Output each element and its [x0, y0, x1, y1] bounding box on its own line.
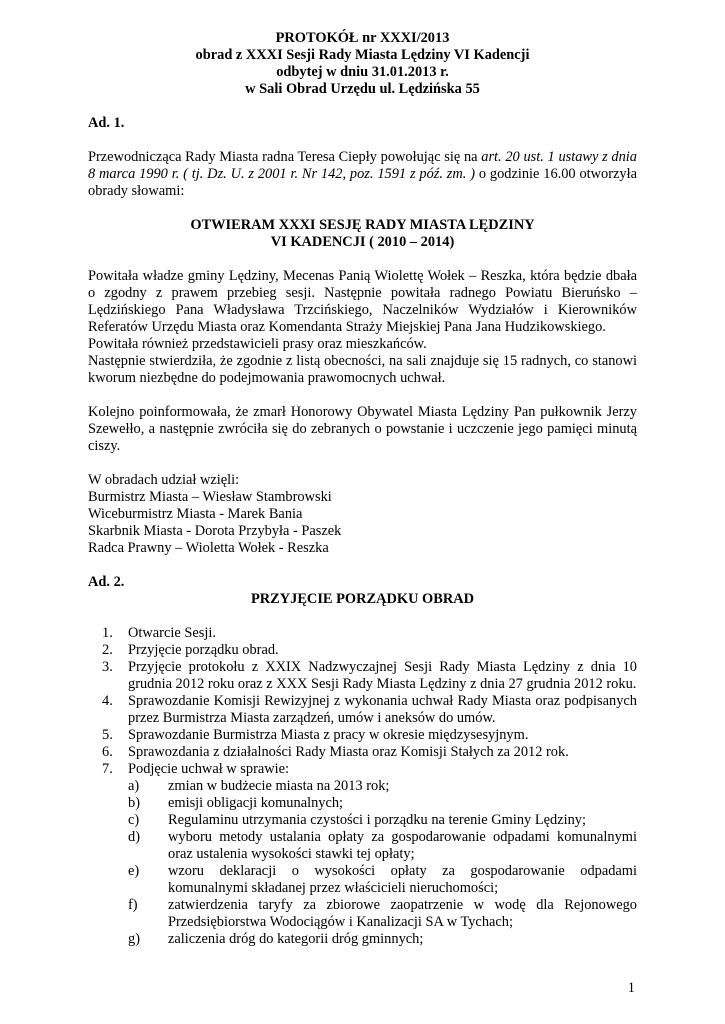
participant: Burmistrz Miasta – Wiesław Stambrowski — [88, 489, 332, 505]
protocol-header — [88, 30, 637, 98]
protocol-date: odbytej w dniu 31.01.2013 r. — [276, 64, 449, 80]
ad1-intro-end: o godzinie 16.00 otworzyła obrady słowami: — [88, 166, 637, 199]
ad1-intro-start: Przewodnicząca Rady Miasta radna Teresa Ciepły powołując się na — [88, 149, 482, 165]
ad1-intro — [88, 149, 637, 200]
opening-line-1: OTWIERAM XXXI SESJĘ RADY MIASTA LĘDZINY — [190, 217, 535, 233]
agenda-list — [88, 625, 637, 948]
participant: Skarbnik Miasta - Dorota Przybyła - Paszek — [88, 523, 342, 539]
participants-heading: W obradach udział wzięli: — [88, 472, 240, 488]
ad1-quorum: Następnie stwierdziła, że zgodnie z listą obecności, na sali znajduje się 15 radnych, co stanowi kworum niezbędne do podejmowania prawomocnych uchwał. — [88, 353, 637, 386]
resolution-item: b) emisji obligacji komunalnych; — [128, 795, 344, 811]
ad1-greeting: Powitała władze gminy Lędziny, Mecenas Panią Wiolettę Wołek – Reszka, która będzie dbała o zgodny z prawem przebieg sesji. Następnie powitała radnego Powiatu Bieruńsko – Lędzińskiego Pana Władysława Trzcińskiego, Naczelników Wydziałów i Kierowników Referatów Urzędu Miasta oraz Komendanta Straży Miejskiej Pana Jana Hudzikowskiego. — [88, 268, 637, 335]
ad1-legal-basis: art. 20 ust. 1 ustawy z dnia 8 marca 1990 r. ( tj. Dz. U. z 2001 r. Nr 142, poz. 1591 z póź. zm. ) — [88, 149, 637, 182]
agenda-item: 2. Przyjęcie porządku obrad. — [102, 642, 279, 658]
agenda-item: 4. Sprawozdanie Komisji Rewizyjnej z wykonania uchwał Rady Miasta oraz podpisanych przez Burmistrza Miasta zarządzeń, umów i aneksów do umów. — [102, 693, 637, 726]
agenda-item: 5. Sprawozdanie Burmistrza Miasta z pracy w okresie międzysesyjnym. — [102, 727, 529, 743]
opening-line-2: VI KADENCJI ( 2010 – 2014) — [270, 234, 455, 250]
protocol-subtitle: obrad z XXXI Sesji Rady Miasta Lędziny VI Kadencji — [195, 47, 530, 63]
protocol-location: w Sali Obrad Urzędu ul. Lędzińska 55 — [245, 81, 480, 97]
resolution-item: e) wzoru deklaracji o wysokości opłaty za gospodarowanie odpadami komunalnymi składanej przez właścicieli nieruchomości; — [128, 863, 637, 896]
ad1-label: Ad. 1. — [88, 115, 125, 131]
participant: Wiceburmistrz Miasta - Marek Bania — [88, 506, 303, 522]
agenda-item: 3. Przyjęcie protokołu z XXIX Nadzwyczajnej Sesji Rady Miasta Lędziny z dnia 10 grudnia 2012 roku oraz z XXX Sesji Rady Miasta Lędziny z dnia 27 grudnia 2012 roku. — [102, 659, 637, 692]
resolution-sublist — [128, 778, 637, 948]
ad1-memorial: Kolejno poinformowała, że zmarł Honorowy Obywatel Miasta Lędziny Pan pułkownik Jerzy Szewełło, a następnie zwróciła się do zebranych o powstanie i uczczenie jego pamięci minutą ciszy. — [88, 404, 637, 454]
opening-statement — [88, 217, 637, 251]
ad2-title: PRZYJĘCIE PORZĄDKU OBRAD — [250, 591, 475, 607]
resolution-item: d) wyboru metody ustalania opłaty za gospodarowanie odpadami komunalnymi oraz ustalenia wysokości stawki tej opłaty; — [128, 829, 637, 862]
resolution-item: g) zaliczenia dróg do kategorii dróg gminnych; — [128, 931, 424, 947]
agenda-item: 7. Podjęcie uchwał w sprawie: a) zmian w budżecie miasta na 2013 rok; b) emisji obligacji komunalnych; c) Regulaminu utrzymania czystości i porządku na terenie Gminy Lędziny; d) wyboru metody ustalania opłaty za gospodarowanie odpadami komunalnymi oraz ustalenia wysokości stawki tej opłaty; e) wzoru deklaracji o wysokości opłaty za gospodarowanie odpadami komunalnymi składanej przez właścicieli nieruchomości; f) zatwierdzenia taryfy za zbiorowe zaopatrzenie w wodę dla Rejonowego Przedsiębiorstwa Wodociągów i Kanalizacji SA w Tychach; g) zaliczenia dróg do kategorii dróg gminnych; — [102, 761, 637, 947]
page-number: 1 — [627, 980, 635, 996]
resolution-item: f) zatwierdzenia taryfy za zbiorowe zaopatrzenie w wodę dla Rejonowego Przedsiębiorstwa Wodociągów i Kanalizacji SA w Tychach; — [128, 897, 637, 930]
resolution-item: a) zmian w budżecie miasta na 2013 rok; — [128, 778, 390, 794]
ad2-label: Ad. 2. — [88, 574, 125, 590]
agenda-item: 1. Otwarcie Sesji. — [102, 625, 216, 641]
protocol-title: PROTOKÓŁ nr XXXI/2013 — [275, 30, 450, 46]
participant: Radca Prawny – Wioletta Wołek - Reszka — [88, 540, 329, 556]
resolution-item: c) Regulaminu utrzymania czystości i porządku na terenie Gminy Lędziny; — [128, 812, 586, 828]
ad1-press: Powitała również przedstawicieli prasy oraz mieszkańców. — [88, 336, 427, 352]
agenda-item: 6. Sprawozdania z działalności Rady Miasta oraz Komisji Stałych za 2012 rok. — [102, 744, 569, 760]
